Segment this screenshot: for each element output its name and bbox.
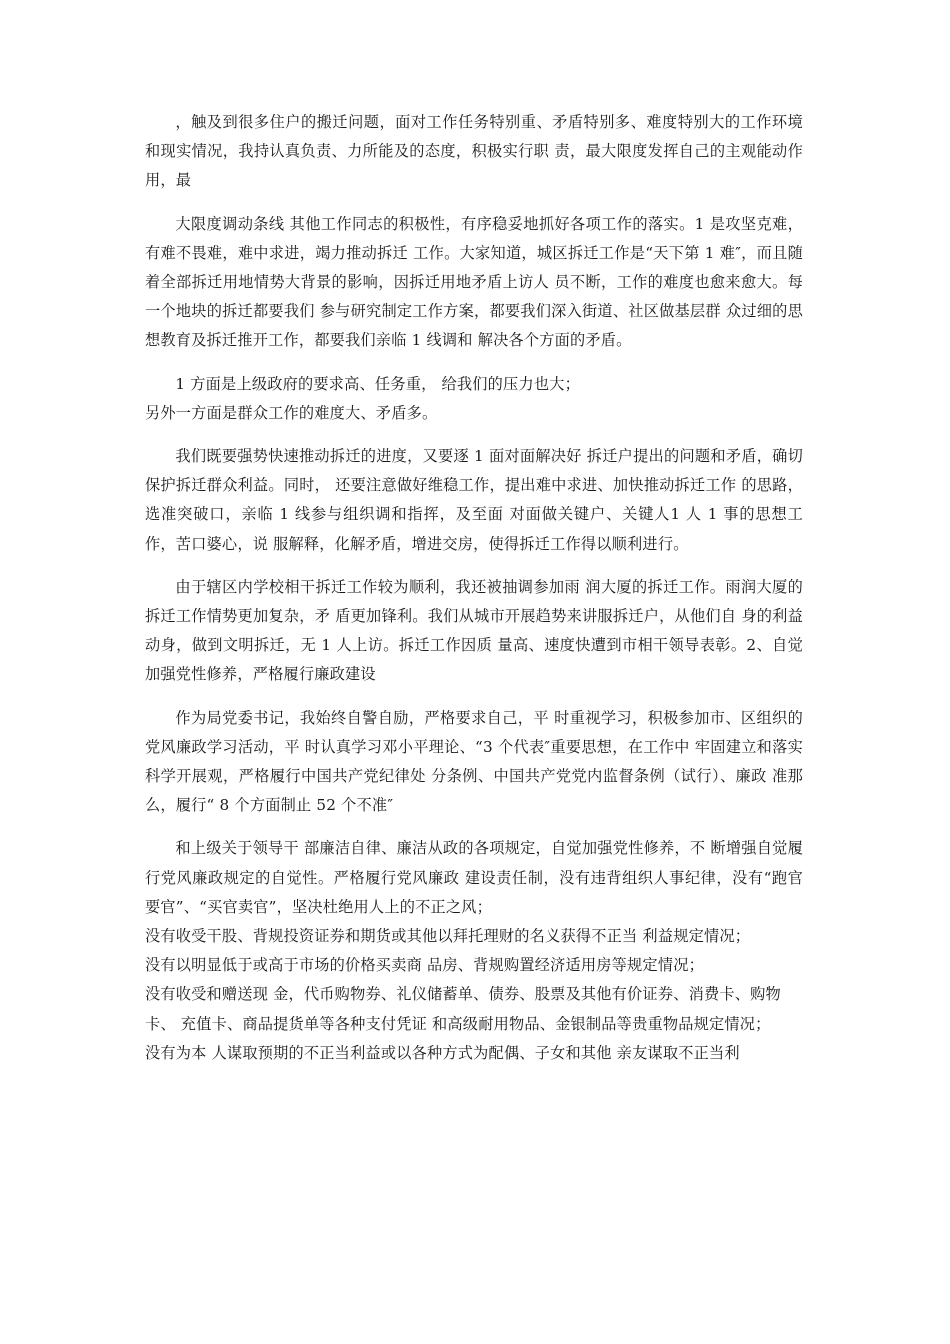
- paragraph-3-line-1: 1 方面是上级政府的要求高、任务重， 给我们的压力也大；: [175, 374, 580, 393]
- paragraph-7-line-3: 没有收受和赠送现 金，代币购物券、礼仪储蓄单、债券、股票及其他有价证券、消费卡、购物卡、 充值卡、商品提货单等各种支付凭证 和高级耐用物品、金银制品等贵重物品规定情况；: [145, 985, 781, 1033]
- paragraph-7-line-1: 没有收受干股、背规投资证券和期货或其他以拜托理财的名义获得不正当 利益规定情况；: [145, 927, 751, 946]
- paragraph-4: 我们既要强势快速推动拆迁的进度，又要逐 1 面对面解决好 拆迁户提出的问题和矛盾，确切保护拆迁群众利益。同时， 还要注意做好维稳工作，提出难中求进、加快推动拆迁工作 的思路，选准突破口，亲临 1 线参与组织调和指挥，及至面 对面做关键户、关键人1 人 1 事的思想工作，苦口婆心，说 服解释，化解矛盾，增进交房，使得拆迁工作得以顺利进行。: [145, 447, 803, 553]
- paragraph-3-line-2: 另外一方面是群众工作的难度大、矛盾多。: [145, 403, 438, 422]
- paragraph-7-line-2: 没有以明显低于或高于市场的价格买卖商 品房、背规购置经济适用房等规定情况；: [145, 956, 704, 975]
- paragraph-1: ，触及到很多住户的搬迁问题，面对工作任务特别重、矛盾特别多、难度特别大的工作环境 和现实情况，我持认真负责、力所能及的态度，积极实行职 责，最大限度发挥自己的主观能动作用，最: [145, 113, 803, 190]
- paragraph-7-line-4: 没有为本 人谋取预期的不正当利益或以各种方式为配偶、子女和其他 亲友谋取不正当利: [145, 1043, 740, 1062]
- paragraph-5: 由于辖区内学校相干拆迁工作较为顺利，我还被抽调参加雨 润大厦的拆迁工作。雨润大厦的拆迁工作情势更加复杂，矛 盾更加锋利。我们从城市开展趋势来讲服拆迁户，从他们自 身的利益动身，做到文明拆迁，无 1 人上访。拆迁工作因质 量高、速度快遭到市相干领导表彰。2、自觉加强党性修养，严格履行廉政建设: [145, 577, 803, 684]
- paragraph-2: 大限度调动条线 其他工作同志的积极性，有序稳妥地抓好各项工作的落实。1 是攻坚克难，有难不畏难，难中求进，竭力推动拆迁 工作。大家知道，城区拆迁工作是“天下第 1 难″，而且随 着全部拆迁用地情势大背景的影响，因拆迁用地矛盾上访人 员不断，工作的难度也愈来愈大。每一个地块的拆迁都要我们 参与研究制定工作方案，都要我们深入街道、社区做基层群 众过细的思想教育及拆迁推开工作，都要我们亲临 1 线调和 解决各个方面的矛盾。: [145, 214, 803, 350]
- paragraph-6: 作为局党委书记，我始终自警自励，严格要求自己，平 时重视学习，积极参加市、区组织的党风廉政学习活动，平 时认真学习邓小平理论、“3 个代表″重要思想，在工作中 牢固建立和落实科学开展观，严格履行中国共产党纪律处 分条例、中国共产党党内监督条例（试行）、廉政 准那么，履行“ 8 个方面制止 52 个不准″: [145, 708, 803, 815]
- document-page: [145, 108, 803, 1068]
- paragraph-3: [145, 370, 803, 428]
- paragraph-7: [145, 834, 803, 1068]
- paragraph-7-intro: 和上级关于领导干 部廉洁自律、廉洁从政的各项规定，自觉加强党性修养，不 断增强自觉履行党风廉政规定的自觉性。严格履行党风廉政 建设责任制，没有违背组织人事纪律，没有“跑官要官”、“买官卖官”，坚决杜绝用人上的不正之风；: [145, 839, 803, 916]
